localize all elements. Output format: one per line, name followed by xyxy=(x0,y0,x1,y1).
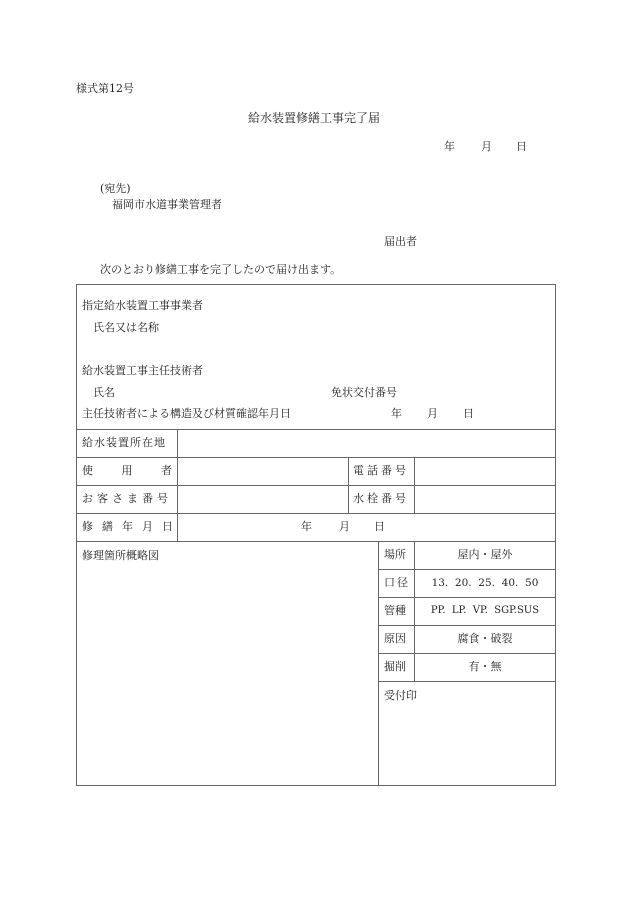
form-title: 給水装置修繕工事完了届 xyxy=(248,111,381,125)
addressee-label: (宛先) xyxy=(100,182,131,195)
repair-year-label: 年 xyxy=(301,520,312,533)
detail-value-excavation[interactable]: 有・無 xyxy=(468,660,502,673)
divider xyxy=(76,541,556,542)
date-year-label: 年 xyxy=(444,140,455,153)
form-number: 様式第12号 xyxy=(76,82,134,95)
confirmation-month-label: 月 xyxy=(427,407,438,420)
divider xyxy=(378,569,556,570)
date-day-label: 日 xyxy=(516,140,527,153)
designated-contractor-label: 指定給水装置工事事業者 xyxy=(82,299,203,312)
detail-value-pipe-type[interactable]: PP. LP. VP. SGP.SUS xyxy=(430,605,540,616)
repair-date-label: 修繕年月日 xyxy=(82,520,182,533)
phone-label: 電話番号 xyxy=(353,464,409,477)
diagram-area[interactable] xyxy=(77,565,377,785)
meter-number-field[interactable] xyxy=(415,486,555,512)
detail-value-diameter[interactable]: 13. 20. 25. 40. 50 xyxy=(431,577,539,589)
receipt-stamp-area xyxy=(379,705,555,785)
repair-month-label: 月 xyxy=(339,520,350,533)
detail-value-location[interactable]: 屋内・屋外 xyxy=(457,548,513,561)
customer-number-label: お客さま番号 xyxy=(82,492,172,505)
license-number-label: 免状交付番号 xyxy=(331,386,397,399)
addressee: 福岡市水道事業管理者 xyxy=(112,198,222,211)
repair-day-label: 日 xyxy=(374,520,385,533)
date-month-label: 月 xyxy=(481,140,492,153)
divider xyxy=(378,597,556,598)
detail-label-excavation: 掘削 xyxy=(384,660,406,673)
divider xyxy=(378,625,556,626)
receipt-stamp-label: 受付印 xyxy=(384,689,417,702)
diagram-label: 修理箇所概略図 xyxy=(82,549,159,562)
divider xyxy=(378,653,556,654)
confirmation-date-label: 主任技術者による構造及び材質確認年月日 xyxy=(82,407,291,420)
name-or-title-label: 氏名又は名称 xyxy=(93,321,159,334)
user-label-text: 使 用 者 xyxy=(82,464,172,477)
detail-label-cause: 原因 xyxy=(384,632,406,645)
detail-label-pipe-type: 管種 xyxy=(384,604,406,617)
detail-label-diameter: 口径 xyxy=(384,576,410,589)
user-label xyxy=(82,464,172,478)
detail-value-cause[interactable]: 腐食・破裂 xyxy=(457,632,513,645)
divider xyxy=(378,681,556,682)
confirmation-day-label: 日 xyxy=(463,407,474,420)
location-field[interactable] xyxy=(178,430,555,456)
engineer-name-label: 氏名 xyxy=(93,386,115,399)
applicant-label: 届出者 xyxy=(384,235,417,248)
divider xyxy=(348,457,349,513)
phone-field[interactable] xyxy=(415,458,555,484)
detail-label-location: 場所 xyxy=(384,548,406,561)
confirmation-year-label: 年 xyxy=(391,407,402,420)
location-label: 給水装置所在地 xyxy=(82,436,166,449)
user-field[interactable] xyxy=(178,458,347,484)
statement: 次のとおり修繕工事を完了したので届け出ます。 xyxy=(100,263,342,276)
chief-engineer-label: 給水装置工事主任技術者 xyxy=(82,364,203,377)
divider xyxy=(76,513,556,514)
customer-number-field[interactable] xyxy=(178,486,347,512)
meter-number-label: 水栓番号 xyxy=(353,492,409,505)
